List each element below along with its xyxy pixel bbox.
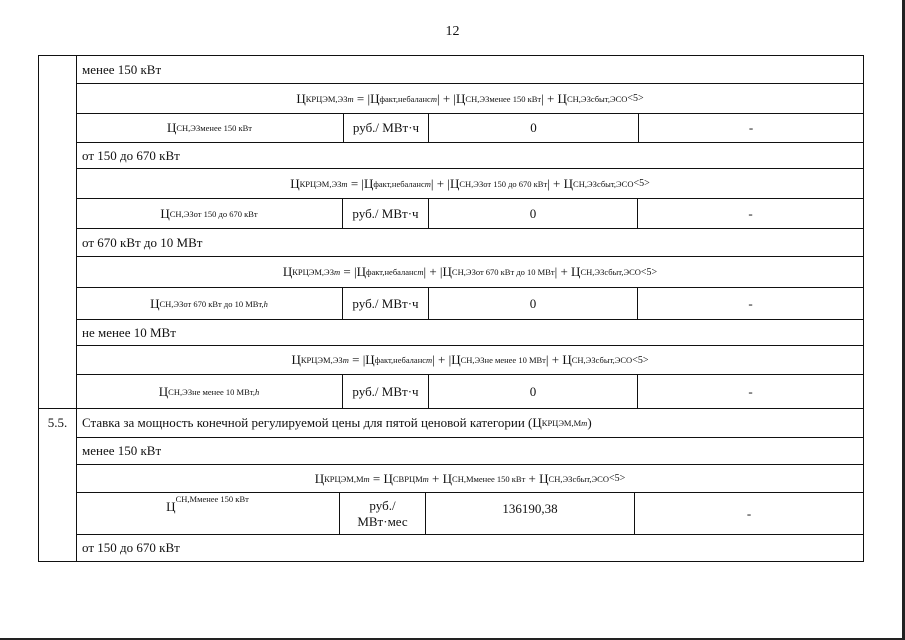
dash-cell: - xyxy=(746,505,752,521)
page-number: 12 xyxy=(445,24,460,39)
symbol-sub: не менее 10 МВт, xyxy=(192,386,255,397)
symbol-bar: | xyxy=(545,352,549,367)
symbol-plus: + xyxy=(429,264,437,279)
symbol-bar: | xyxy=(453,90,457,106)
table-right-border xyxy=(863,55,864,562)
symbol-bar: | xyxy=(423,264,427,279)
value-cell: 0 xyxy=(530,120,537,135)
symbol-eq: = xyxy=(350,175,359,191)
symbol-ts: Ц xyxy=(282,264,293,279)
title-close: ) xyxy=(587,415,592,430)
symbol-bar: | xyxy=(439,264,443,279)
unit-line: МВт·мес xyxy=(357,513,408,529)
category-label: менее 150 кВт xyxy=(82,61,162,77)
value-cell: 0 xyxy=(529,383,537,399)
symbol-eq: = xyxy=(372,470,381,486)
unit-cell xyxy=(340,493,425,534)
tariff-symbol: Ц СН,М менее 150 кВт xyxy=(166,494,249,514)
symbol-ts: Ц xyxy=(539,470,549,486)
footnote-marker: <5> xyxy=(608,473,626,484)
value-cell: 0 xyxy=(529,295,537,311)
category-label: от 670 кВт до 10 МВт xyxy=(82,234,203,250)
section-title: Ставка за мощность конечной регулируемой цены для пятой ценовой категории (Ц КРЦЭМ,М m ) xyxy=(82,415,592,430)
symbol-plus: + xyxy=(528,470,536,486)
dash-cell: - xyxy=(748,383,753,399)
unit-cell: руб./ МВт·ч xyxy=(352,295,419,311)
symbol-sub: от 670 кВт до 10 МВт, xyxy=(183,298,264,309)
unit-line: руб./ xyxy=(369,497,396,513)
symbol-bar: | xyxy=(367,90,371,106)
tariff-symbol: Ц СН,ЭЗ не менее 10 МВт,h xyxy=(158,383,260,399)
symbol-sub-h: h xyxy=(254,386,260,397)
symbol-bar: | xyxy=(436,90,440,106)
symbol-ts: Ц xyxy=(166,499,176,514)
unit-cell: руб./ МВт·ч xyxy=(352,383,419,399)
section-number: 5.5. xyxy=(47,415,68,430)
symbol-ts: Ц xyxy=(383,470,393,486)
section-title-text: Ставка за мощность конечной регулируемой цены для пятой ценовой категории (Ц xyxy=(82,415,542,430)
symbol-eq: = xyxy=(343,264,351,279)
symbol-bar: | xyxy=(430,175,434,191)
symbol-bar: | xyxy=(432,352,435,367)
symbol-plus: + xyxy=(553,175,561,191)
symbol-plus: + xyxy=(551,352,560,367)
symbol-ts: Ц xyxy=(571,264,581,279)
symbol-ts: Ц xyxy=(296,90,306,106)
category-label: не менее 10 МВт xyxy=(82,324,176,340)
tariff-symbol: Ц СН,ЭЗ от 670 кВт до 10 МВт,h xyxy=(150,295,268,311)
footnote-marker: <5> xyxy=(627,93,644,104)
formula: Ц КРЦЭМ,ЭЗ m = | Ц факт,небаланс m | + | Ц СН,ЭЗ не менее 10 МВт | + Ц СН,ЭЗ сбыт,ЭСО <5> xyxy=(291,352,649,367)
footnote-marker: <5> xyxy=(633,178,650,189)
formula: Ц КРЦЭМ,ЭЗ m = | Ц факт,небаланс m | + | Ц СН,ЭЗ от 670 кВт до 10 МВт | + Ц СН,ЭЗ сбыт,ЭСО <5> xyxy=(282,264,658,279)
symbol-eq: = xyxy=(352,352,360,367)
symbol-ts: Ц xyxy=(158,383,169,399)
footnote-marker: <5> xyxy=(640,266,658,278)
symbol-ts: Ц xyxy=(562,352,572,367)
symbol-ts: Ц xyxy=(290,175,300,191)
symbol-ts: Ц xyxy=(166,120,177,135)
symbol-plus: + xyxy=(442,90,451,106)
symbol-sub-h: h xyxy=(263,298,268,309)
category-label: менее 150 кВт xyxy=(82,443,162,458)
symbol-bar: | xyxy=(554,264,558,279)
symbol-ts: Ц xyxy=(563,175,574,191)
symbol-ts: Ц xyxy=(364,175,374,191)
symbol-bar: | xyxy=(362,352,366,367)
symbol-ts: Ц xyxy=(442,264,452,279)
dash-cell: - xyxy=(748,205,753,221)
symbol-bar: | xyxy=(447,175,450,191)
symbol-plus: + xyxy=(546,90,555,106)
symbol-ts: Ц xyxy=(449,175,460,191)
symbol-plus: + xyxy=(436,175,445,191)
dash-cell: - xyxy=(748,295,753,311)
value-cell: 136190,38 xyxy=(502,501,558,516)
symbol-bar: | xyxy=(361,175,365,191)
unit-cell: руб./ МВт·ч xyxy=(352,205,419,221)
category-label: от 150 до 670 кВт xyxy=(82,147,180,163)
symbol-eq: = xyxy=(356,90,365,106)
symbol-bar: | xyxy=(354,264,357,279)
symbol-plus: + xyxy=(432,470,440,486)
footnote-marker: <5> xyxy=(632,354,649,366)
unit-cell: руб./ МВт·ч xyxy=(352,120,420,135)
symbol-ts: Ц xyxy=(557,90,567,106)
symbol-ts: Ц xyxy=(314,470,325,486)
symbol-ts: Ц xyxy=(160,205,170,221)
symbol-plus: + xyxy=(438,352,446,367)
formula: Ц КРЦЭМ,ЭЗ m = | Ц факт,небаланс m | + | Ц СН,ЭЗ от 150 до 670 кВт | + Ц СН,ЭЗ сбыт,ЭСО <5> xyxy=(290,175,650,191)
symbol-ts: Ц xyxy=(150,295,160,311)
tariff-symbol: Ц СН,ЭЗ менее 150 кВт xyxy=(166,120,253,135)
dash-cell: - xyxy=(748,120,754,135)
symbol-bar: | xyxy=(547,175,550,191)
symbol-bar: | xyxy=(541,90,544,106)
symbol-ts: Ц xyxy=(365,352,375,367)
category-label: от 150 до 670 кВт xyxy=(82,540,180,555)
symbol-ts: Ц xyxy=(291,352,301,367)
symbol-ts: Ц xyxy=(451,352,461,367)
tariff-symbol: Ц СН,ЭЗ от 150 до 670 кВт xyxy=(160,205,258,221)
symbol-plus: + xyxy=(560,264,568,279)
value-cell: 0 xyxy=(529,205,537,221)
formula: Ц КРЦЭМ,М m = Ц СВРЦМ m + Ц СН,М менее 150 кВт + Ц СН,ЭЗ сбыт,ЭСО <5> xyxy=(314,470,626,486)
symbol-ts: Ц xyxy=(356,264,366,279)
symbol-ts: Ц xyxy=(456,90,466,106)
symbol-ts: Ц xyxy=(370,90,380,106)
symbol-bar: | xyxy=(448,352,452,367)
table-bottom-border xyxy=(38,561,864,562)
formula: Ц КРЦЭМ,ЭЗ m = | Ц факт,небаланс m | + | Ц СН,ЭЗ менее 150 кВт | + Ц СН,ЭЗ сбыт,ЭСО <5> xyxy=(296,90,644,106)
symbol-ts: Ц xyxy=(442,470,453,486)
table-left-border xyxy=(38,55,39,562)
